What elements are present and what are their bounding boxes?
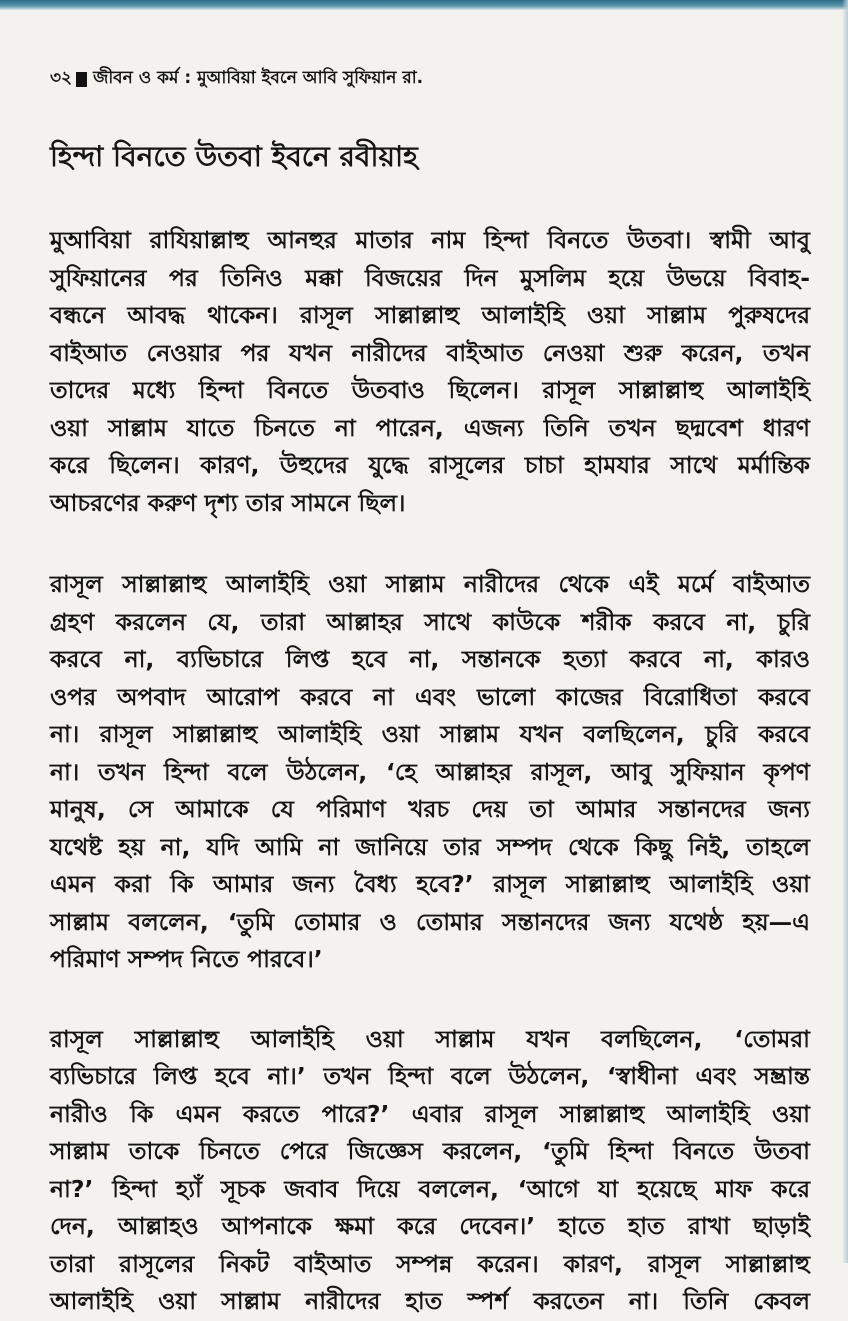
paragraph-line: মুআবিয়া রাযিয়াল্লাহু আনহুর মাতার নাম হিন্দা বিনতে উতবা। স্বামী আবু: [50, 226, 810, 254]
paragraph-line: বন্ধনে আবদ্ধ থাকেন। রাসূল সাল্লাল্লাহু আলাইহি ওয়া সাল্লাম পুরুষদের: [50, 301, 810, 329]
paragraph-line: রাসূল সাল্লাল্লাহু আলাইহি ওয়া সাল্লাম যখন বলছিলেন, ‘তোমরা: [50, 1024, 810, 1053]
paragraph-line: না। রাসূল সাল্লাল্লাহু আলাইহি ওয়া সাল্লাম যখন বলছিলেন, চুরি করবে: [50, 720, 810, 748]
page-top-edge: [0, 0, 848, 10]
paragraph-line: মানুষ, সে আমাকে যে পরিমাণ খরচ দেয় তা আমার সন্তানদের জন্য: [50, 795, 810, 823]
paragraph-line: পরিমাণ সম্পদ নিতে পারবে।’: [50, 945, 323, 973]
paragraph-line: গ্রহণ করলেন যে, তারা আল্লাহর সাথে কাউকে শরীক করবে না, চুরি: [50, 607, 810, 636]
paragraph-3: [50, 1021, 810, 1321]
paragraph-line: এমন করা কি আমার জন্য বৈধ্য হবে?’ রাসূল সাল্লাল্লাহু আলাইহি ওয়া: [50, 870, 810, 898]
paragraph-line: করে ছিলেন। কারণ, উহুদের যুদ্ধে রাসূলের চাচা হামযার সাথে মর্মান্তিক: [50, 451, 810, 479]
paragraph-line: রাসূল সাল্লাল্লাহু আলাইহি ওয়া সাল্লাম নারীদের থেকে এই মর্মে বাইআত: [50, 570, 810, 598]
paragraph-line: না। তখন হিন্দা বলে উঠলেন, ‘হে আল্লাহর রাসূল, আবু সুফিয়ান কৃপণ: [50, 757, 810, 786]
paragraph-line: ব্যভিচারে লিপ্ত হবে না।’ তখন হিন্দা বলে উঠলেন, ‘স্বাধীনা এবং সম্ভ্রান্ত: [50, 1062, 810, 1090]
paragraph-line: নারীও কি এমন করতে পারে?’ এবার রাসূল সাল্লাল্লাহু আলাইহি ওয়া: [50, 1099, 810, 1128]
paragraph-line: করবে না, ব্যভিচারে লিপ্ত হবে না, সন্তানকে হত্যা করবে না, কারও: [50, 645, 810, 673]
paragraph-line: আলাইহি ওয়া সাল্লাম নারীদের হাত স্পর্শ করতেন না। তিনি কেবল: [50, 1287, 810, 1315]
running-header: [50, 62, 810, 96]
paragraph-line: যথেষ্ট হয় না, যদি আমি না জানিয়ে তার সম্পদ থেকে কিছু নিই, তাহলে: [50, 832, 810, 861]
paragraph-line: দেন, আল্লাহও আপনাকে ক্ষমা করে দেবেন।’ হাতে হাত রাখা ছাড়াই: [50, 1212, 810, 1240]
paragraph-line: তারা রাসূলের নিকট বাইআত সম্পন্ন করেন। কারণ, রাসূল সাল্লাল্লাহু: [50, 1249, 810, 1278]
paragraph-line: না?’ হিন্দা হ্যাঁ সূচক জবাব দিয়ে বললেন, ‘আগে যা হয়েছে মাফ করে: [50, 1174, 810, 1203]
paragraph-line: সাল্লাম বললেন, ‘তুমি তোমার ও তোমার সন্তানদের জন্য যথেষ্ঠ হয়—এ: [50, 907, 810, 936]
header-square-mark-icon: [76, 72, 87, 87]
paragraph-line: আচরণের করুণ দৃশ্য তার সামনে ছিল।: [50, 488, 406, 517]
paragraph-line: ওয়া সাল্লাম যাতে চিনতে না পারেন, এজন্য তিনি তখন ছদ্মবেশ ধারণ: [50, 413, 810, 442]
running-title: জীবন ও কর্ম : মুআবিয়া ইবনে আবি সুফিয়ান রা.: [93, 68, 424, 88]
paragraph-2: [50, 566, 810, 979]
page-right-edge-shadow: [842, 0, 848, 1263]
paragraph-line: তাদের মধ্যে হিন্দা বিনতে উতবাও ছিলেন। রাসূল সাল্লাল্লাহু আলাইহি: [50, 376, 810, 404]
paragraph-line: সাল্লাম তাকে চিনতে পেরে জিজ্ঞেস করলেন, ‘তুমি হিন্দা বিনতে উতবা: [50, 1137, 810, 1165]
chapter-title: হিন্দা বিনতে উতবা ইবনে রবীয়াহ: [50, 140, 418, 173]
paragraph-1: [50, 222, 810, 522]
page-number: ৩২: [50, 68, 73, 88]
paragraph-line: ওপর অপবাদ আরোপ করবে না এবং ভালো কাজের বিরোধিতা করবে: [50, 682, 810, 711]
paragraph-line: সুফিয়ানের পর তিনিও মক্কা বিজয়ের দিন মুসলিম হয়ে উভয়ে বিবাহ-: [50, 263, 810, 292]
paragraph-line: বাইআত নেওয়ার পর যখন নারীদের বাইআত নেওয়া শুরু করেন, তখন: [50, 338, 810, 367]
book-page: [50, 62, 810, 1321]
